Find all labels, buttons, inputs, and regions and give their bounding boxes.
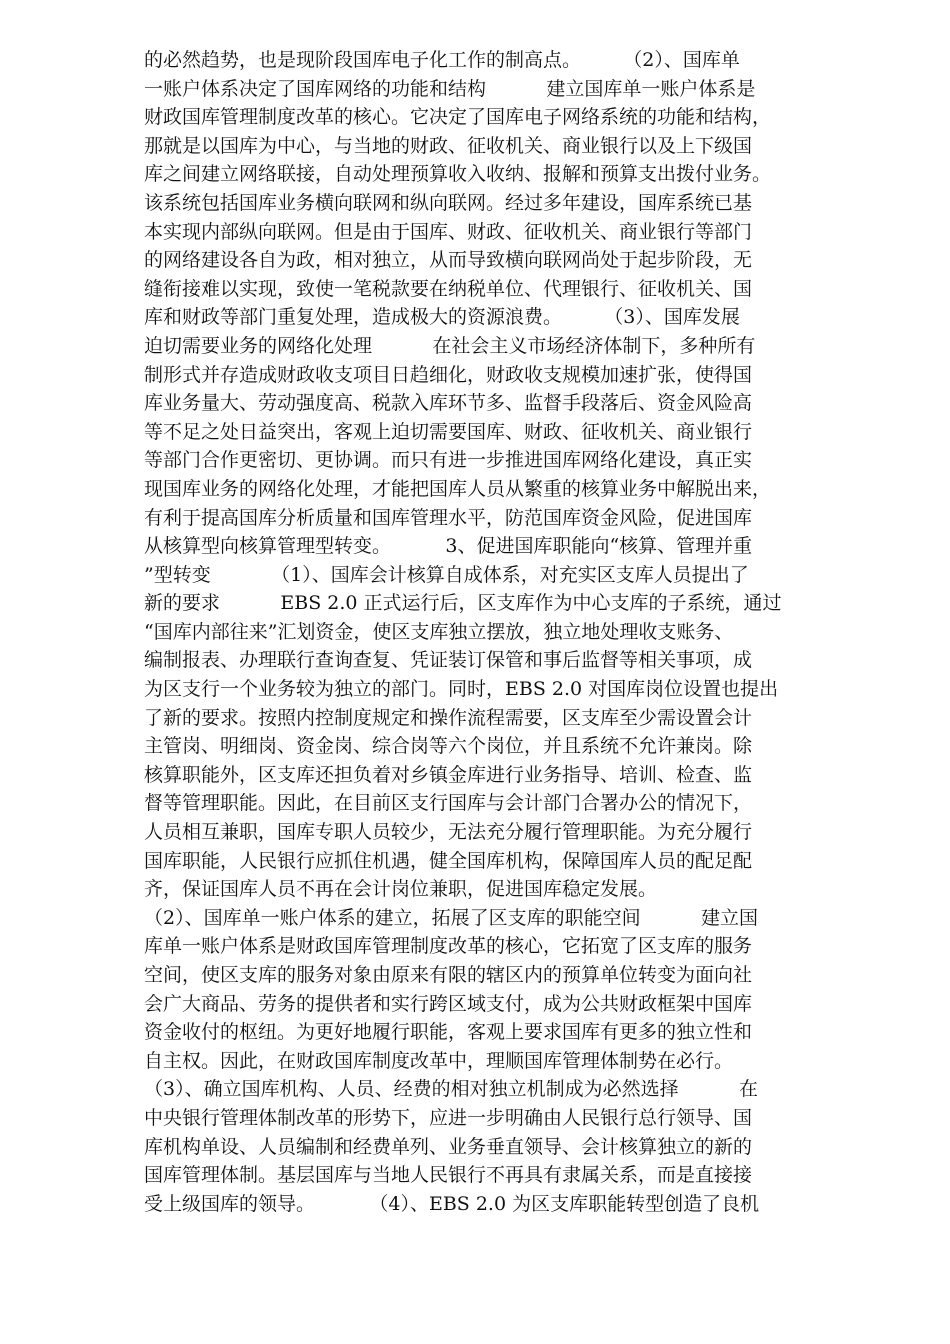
text-line: 人员相互兼职，国库专职人员较少，无法充分履行管理职能。为充分履行	[144, 821, 753, 844]
text-line: 现国库业务的网络化处理，才能把国库人员从繁重的核算业务中解脱出来，	[144, 477, 772, 500]
text-line: （3）、确立国库机构、人员、经费的相对独立机制成为必然选择 在	[144, 1078, 758, 1101]
text-line: 了新的要求。按照内控制度规定和操作流程需要，区支库至少需设置会计	[144, 706, 753, 729]
text-line: 核算职能外，区支库还担负着对乡镇金库进行业务指导、培训、检查、监	[144, 763, 753, 786]
text-line: 编制报表、办理联行查询查复、凭证装订保管和事后监督等相关事项，成	[144, 649, 753, 672]
text-line: 国库管理体制。基层国库与当地人民银行不再具有隶属关系，而是直接接	[144, 1164, 753, 1187]
text-line: 缝衔接难以实现，致使一笔税款要在纳税单位、代理银行、征收机关、国	[144, 277, 753, 300]
text-line: 库业务量大、劳动强度高、税款入库环节多、监督手段落后、资金风险高	[144, 392, 753, 415]
text-line: 库单一账户体系是财政国库管理制度改革的核心，它拓宽了区支库的服务	[144, 935, 753, 958]
text-line: 迫切需要业务的网络化处理 在社会主义市场经济体制下，多种所有	[144, 334, 756, 357]
text-line: 等部门合作更密切、更协调。而只有进一步推进国库网络化建设，真正实	[144, 449, 753, 472]
document-body	[144, 46, 860, 1218]
text-line: 主管岗、明细岗、资金岗、综合岗等六个岗位，并且系统不允许兼岗。除	[144, 735, 753, 758]
text-line: 等不足之处日益突出，客观上迫切需要国库、财政、征收机关、商业银行	[144, 420, 753, 443]
text-line: 空间，使区支库的服务对象由原来有限的辖区内的预算单位转变为面向社	[144, 964, 753, 986]
text-line: （2）、国库单一账户体系的建立，拓展了区支库的职能空间 建立国	[144, 906, 758, 929]
text-line: 从核算型向核算管理型转变。 3、促进国库职能向“核算、管理并重	[144, 535, 753, 558]
text-line: 中央银行管理体制改革的形势下，应进一步明确由人民银行总行领导、国	[144, 1106, 753, 1129]
text-line: 会广大商品、劳务的提供者和实行跨区域支付，成为公共财政框架中国库	[144, 992, 753, 1015]
text-line: 自主权。因此，在财政国库制度改革中，理顺国库管理体制势在必行。	[144, 1049, 734, 1072]
text-line: 的网络建设各自为政，相对独立，从而导致横向联网尚处于起步阶段，无	[144, 249, 753, 272]
text-line: 督等管理职能。因此，在目前区支行国库与会计部门合署办公的情况下，	[144, 792, 753, 815]
text-line: 该系统包括国库业务横向联网和纵向联网。经过多年建设，国库系统已基	[144, 191, 753, 214]
text-line: “国库内部往来”汇划资金，使区支库独立摆放，独立地处理收支账务、	[144, 620, 734, 643]
text-line: 为区支行一个业务较为独立的部门。同时，EBS 2.0 对国库岗位设置也提出	[144, 678, 779, 701]
text-line: ”型转变 （1）、国库会计核算自成体系，对充实区支库人员提出了	[144, 563, 749, 586]
text-line: 国库职能，人民银行应抓住机遇，健全国库机构，保障国库人员的配足配	[144, 849, 753, 872]
text-line: 财政国库管理制度改革的核心。它决定了国库电子网络系统的功能和结构，	[144, 106, 772, 129]
text-line: 新的要求 EBS 2.0 正式运行后，区支库作为中心支库的子系统，通过	[144, 592, 782, 615]
text-line: 库机构单设、人员编制和经费单列、业务垂直领导、会计核算独立的新的	[144, 1135, 753, 1158]
text-line: 的必然趋势，也是现阶段国库电子化工作的制高点。 （2）、国库单	[144, 49, 740, 71]
text-line: 有利于提高国库分析质量和国库管理水平，防范国库资金风险，促进国库	[144, 506, 753, 529]
text-line: 库和财政等部门重复处理，造成极大的资源浪费。 （3）、国库发展	[144, 306, 740, 329]
text-line: 库之间建立网络联接，自动处理预算收入收纳、报解和预算支出拨付业务。	[144, 163, 772, 186]
text-line: 资金收付的枢纽。为更好地履行职能，客观上要求国库有更多的独立性和	[144, 1021, 753, 1044]
text-line: 那就是以国库为中心，与当地的财政、征收机关、商业银行以及上下级国	[144, 134, 753, 157]
text-line: 受上级国库的领导。 （4）、EBS 2.0 为区支库职能转型创造了良机	[144, 1192, 760, 1215]
text-line: 齐，保证国库人员不再在会计岗位兼职，促进国库稳定发展。	[144, 878, 658, 901]
text-line: 本实现内部纵向联网。但是由于国库、财政、征收机关、商业银行等部门	[144, 220, 753, 243]
text-line: 一账户体系决定了国库网络的功能和结构 建立国库单一账户体系是	[144, 77, 756, 100]
text-line: 制形式并存造成财政收支项目日趋细化，财政收支规模加速扩张，使得国	[144, 363, 753, 386]
